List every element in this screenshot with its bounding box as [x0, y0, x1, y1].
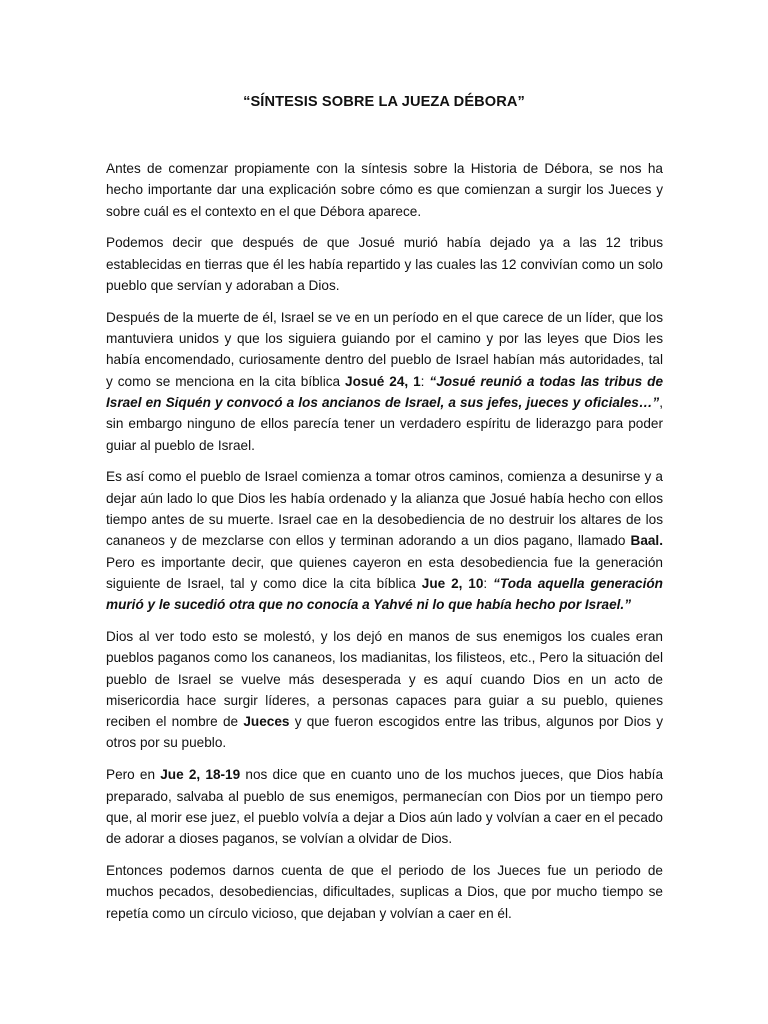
paragraph-conclusion [106, 860, 663, 924]
text-run: Antes de comenzar propiamente con la síntesis sobre la Historia de Débora, se nos ha hecho importante dar una explicación sobre cómo es que comienzan a surgir los Jueces y sobre cuál es el contexto en el que Débora aparece. [106, 161, 663, 219]
bible-quote: “Josué reunió a todas las tribus de Israel en Siquén y convocó a los ancianos de Israel, a sus jefes, jueces y oficiales…” [106, 373, 663, 410]
text-run: Es así como el pueblo de Israel comienza a tomar otros caminos, comienza a desunirse y a dejar aún lado lo que Dios les había ordenado y la alianza que Josué había hecho con ellos tiempo antes de su muerte. Israel cae en la desobediencia de no destruir los altares de los cananeos y de mezclarse con ellos y terminan adorando a un dios pagano, llamado [106, 469, 663, 549]
emphasis-baal: Baal. [630, 533, 663, 549]
text-run: , sin embargo ninguno de ellos parecía tener un verdadero espíritu de liderazgo para poder guiar al pueblo de Israel. [106, 394, 663, 453]
text-run: Dios al ver todo esto se molestó, y los dejó en manos de sus enemigos los cuales eran pueblos paganos como los cananeos, los madianitas, los filisteos, etc., Pero la situación del pueblo de Israel se vuelve más desesperada y es aquí cuando Dios en un acto de misericordia hace surgir líderes, a personas capaces para guiar a su pueblo, quienes reciben el nombre de [106, 628, 663, 730]
paragraph-twelve-tribes [106, 232, 663, 296]
text-run: Pero es importante decir, que quienes cayeron en esta desobediencia fue la generación siguiente de Israel, tal y como dice la cita bíblica [106, 554, 663, 591]
text-run: Después de la muerte de él, Israel se ve en un período en el que carece de un líder, que los mantuviera unidos y que los siguiera guiando por el camino y por las leyes que Dios les había encomendado, curiosamente dentro del pueblo de Israel habían más autoridades, tal y como se menciona en la cita bíblica [106, 309, 663, 389]
document-title: “SÍNTESIS SOBRE LA JUEZA DÉBORA” [243, 94, 525, 110]
text-run: Podemos decir que después de que Josué murió había dejado ya a las 12 tribus establecidas en tierras que él les había repartido y las cuales las 12 convivían como un solo pueblo que servían y adoraban a Dios. [106, 235, 663, 293]
bible-reference: Jue 2, 10 [421, 575, 484, 591]
emphasis-jueces: Jueces [243, 714, 290, 730]
text-run: : [420, 373, 430, 389]
paragraph-jue-2-18 [106, 764, 663, 849]
text-run: y que fueron escogidos entre las tribus, algunos por Dios y otros por su pueblo. [106, 714, 664, 751]
text-run: nos dice que en cuanto uno de los muchos jueces, que Dios había preparado, salvaba al pueblo de sus enemigos, permanecían con Dios por un tiempo pero que, al morir ese juez, el pueblo volvía a dejar a Dios aún lado y volvían a caer en el pecado de adorar a dioses paganos, se volvían a olvidar de Dios. [106, 767, 664, 847]
bible-quote: “Toda aquella generación murió y le sucedió otra que no conocía a Yahvé ni lo que había hecho por Israel.” [106, 575, 663, 613]
paragraph-desunion [106, 466, 663, 615]
bible-reference: Josué 24, 1 [345, 373, 421, 389]
paragraph-intro [106, 158, 663, 222]
text-run: : [483, 575, 494, 591]
paragraph-after-josue [106, 307, 663, 456]
text-run: Pero en [106, 767, 161, 783]
bible-reference: Jue 2, 18-19 [160, 767, 241, 783]
document-body [106, 158, 663, 934]
text-run: Entonces podemos darnos cuenta de que el periodo de los Jueces fue un periodo de muchos pecados, desobediencias, dificultades, suplicas a Dios, que por mucho tiempo se repetía como un círculo vicioso, que dejaban y volvían a caer en él. [106, 862, 663, 921]
paragraph-jueces [106, 626, 663, 754]
